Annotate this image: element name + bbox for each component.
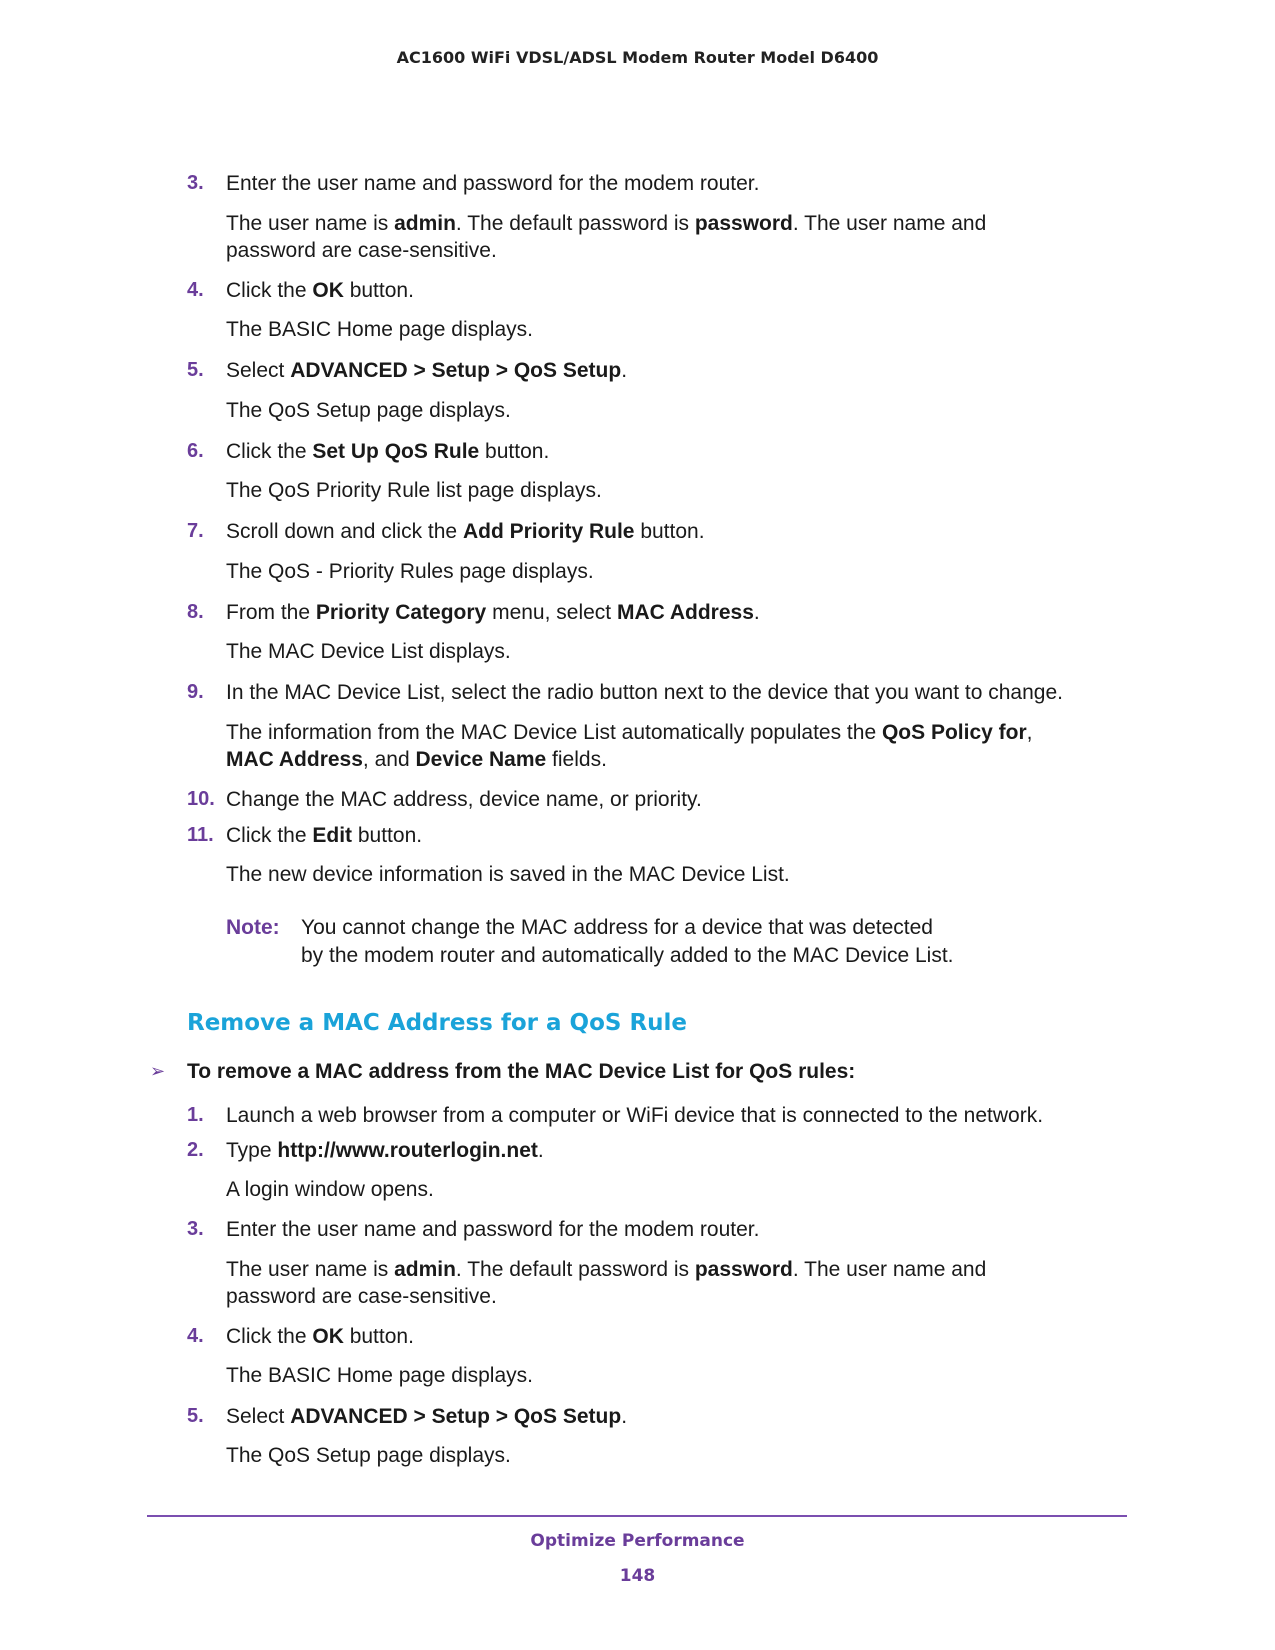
page-number: 148 [619,1566,656,1586]
section-heading: Remove a MAC Address for a QoS Rule [187,1010,688,1036]
step-number: 9. [187,681,204,703]
step-number: 5. [187,359,204,381]
step-text: Change the MAC address, device name, or priority. [226,788,702,811]
page-header: AC1600 WiFi VDSL/ADSL Modem Router Model D6400 [396,48,879,67]
arrow-icon: ➢ [150,1061,166,1081]
step-number: 1. [187,1104,204,1126]
note-label: Note: [226,916,280,939]
step-3b-detail-cont: password are case-sensitive. [226,1285,497,1308]
task-heading: To remove a MAC address from the MAC Device List for QoS rules: [187,1060,856,1083]
step-number: 3. [187,172,204,194]
step-number: 6. [187,440,204,462]
step-11-detail: The new device information is saved in the MAC Device List. [226,863,790,886]
step-4b-detail: The BASIC Home page displays. [226,1364,533,1387]
step-number: 3. [187,1218,204,1240]
step-text: Enter the user name and password for the modem router. [226,1218,760,1241]
step-9-detail-cont: MAC Address, and Device Name fields. [226,748,607,771]
step-3-detail: The user name is admin. The default password is password. The user name and [226,212,987,235]
step-number: 8. [187,601,204,623]
step-text: Enter the user name and password for the modem router. [226,172,760,195]
step-number: 11. [187,824,214,846]
step-text: In the MAC Device List, select the radio button next to the device that you want to change. [226,681,1063,704]
note-text-line2: by the modem router and automatically added to the MAC Device List. [301,944,954,967]
step-number: 7. [187,520,204,542]
step-5-detail: The QoS Setup page displays. [226,399,511,422]
step-2-detail: A login window opens. [226,1178,434,1201]
step-number: 10. [187,788,215,810]
step-number: 4. [187,279,204,301]
step-text: Launch a web browser from a computer or WiFi device that is connected to the network. [226,1104,1044,1127]
step-7-detail: The QoS - Priority Rules page displays. [226,560,594,583]
step-9-detail: The information from the MAC Device List automatically populates the QoS Policy for, [226,721,1033,744]
step-3-detail-cont: password are case-sensitive. [226,239,497,262]
step-number: 2. [187,1139,204,1161]
step-number: 4. [187,1325,204,1347]
step-8-detail: The MAC Device List displays. [226,640,511,663]
step-3b-detail: The user name is admin. The default password is password. The user name and [226,1258,987,1281]
step-number: 5. [187,1405,204,1427]
footer-chapter-title: Optimize Performance [530,1531,745,1551]
step-5b-detail: The QoS Setup page displays. [226,1444,511,1467]
router-url: http://www.routerlogin.net [277,1139,538,1162]
note-text-line1: You cannot change the MAC address for a device that was detected [301,916,933,939]
step-6-detail: The QoS Priority Rule list page displays. [226,479,602,502]
footer-divider [147,1515,1127,1517]
step-4-detail: The BASIC Home page displays. [226,318,533,341]
